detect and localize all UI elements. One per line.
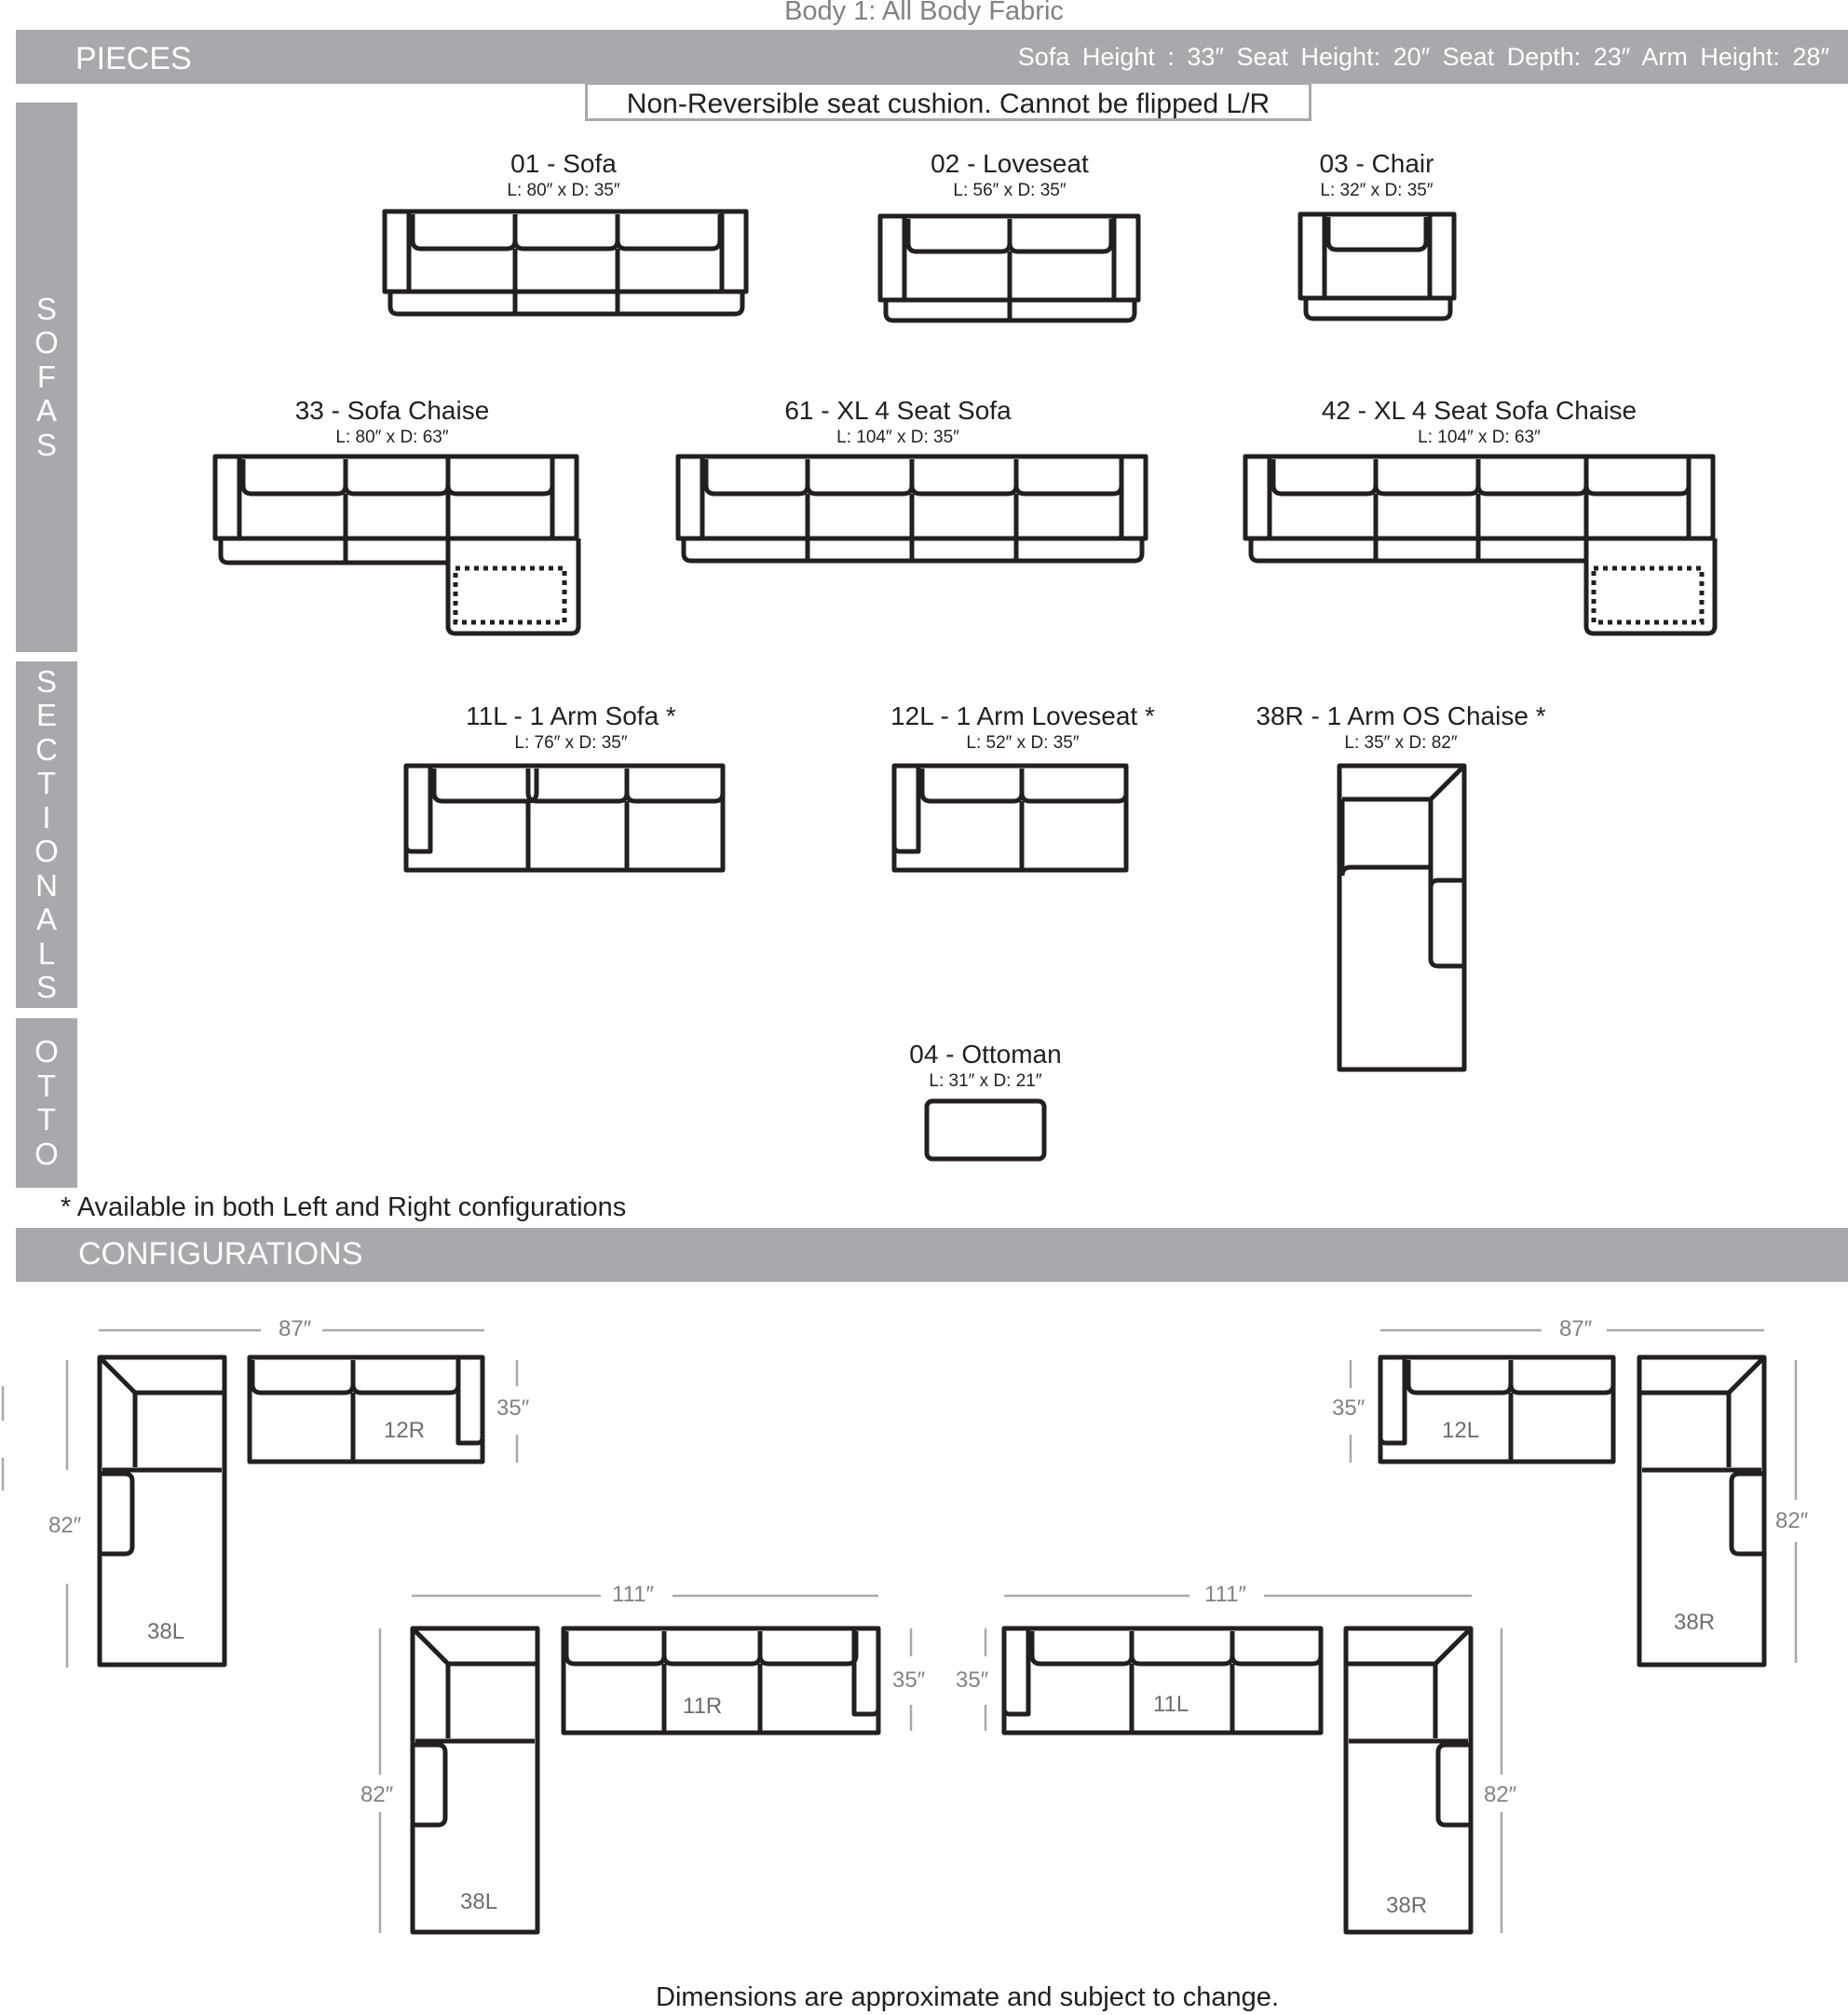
piece-dims-arm-sofa: L: 76″ x D: 35″ [514, 733, 628, 753]
pieces-title: PIECES [75, 41, 192, 76]
config-piece-label: 11L [1153, 1692, 1189, 1717]
config-piece-label: 38R [1674, 1610, 1716, 1635]
piece-title-arm-sofa: 11L - 1 Arm Sofa * [466, 701, 676, 730]
piece-title-ottoman: 04 - Ottoman [909, 1040, 1062, 1069]
config-top-left-length: 82″ [48, 1513, 82, 1538]
availability-note: * Available in both Left and Right configurations [61, 1192, 627, 1222]
sofa-drawing [385, 211, 746, 314]
config-top-right-drawing [1351, 1330, 1796, 1665]
config-top-left-drawing [3, 1330, 517, 1668]
piece-dims-arm-loveseat: L: 52″ x D: 35″ [966, 733, 1080, 753]
config-top-left-width: 87″ [279, 1316, 312, 1341]
config-piece-label: 12R [384, 1418, 426, 1443]
ottoman-drawing [927, 1101, 1044, 1159]
config-piece-label: 12L [1442, 1418, 1480, 1443]
arm-sofa-drawing [406, 766, 723, 870]
piece-dims-xl-sofa-chaise: L: 104″ x D: 63″ [1418, 428, 1541, 447]
side-letter: F [36, 359, 57, 394]
footer-disclaimer: Dimensions are approximate and subject to change. [656, 1982, 1279, 2012]
loveseat-drawing [880, 216, 1138, 320]
side-letter: I [42, 799, 51, 835]
side-letter: A [35, 393, 57, 429]
piece-dims-ottoman: L: 31″ x D: 21″ [929, 1071, 1042, 1091]
side-letter: S [35, 291, 57, 326]
config-bottom-left-depth: 35″ [892, 1668, 926, 1693]
config-piece-label: 38L [460, 1889, 498, 1914]
config-bottom-left-length: 82″ [360, 1782, 394, 1807]
config-piece-label: 11R [683, 1694, 723, 1719]
piece-dims-sofa: L: 80″ x D: 35″ [507, 181, 620, 200]
side-letter: A [35, 902, 57, 936]
side-letter: C [35, 731, 58, 767]
config-bottom-right-depth: 35″ [956, 1668, 989, 1693]
side-letter: L [37, 935, 56, 971]
config-top-left-depth: 35″ [496, 1396, 530, 1421]
config-bottom-left-drawing [380, 1596, 911, 1933]
piece-dims-sofa-chaise: L: 80″ x D: 63″ [335, 428, 449, 447]
header-caption: Body 1: All Body Fabric [784, 0, 1064, 26]
config-top-right-width: 87″ [1559, 1316, 1593, 1341]
piece-title-sofa-chaise: 33 - Sofa Chaise [294, 396, 490, 425]
piece-title-loveseat: 02 - Loveseat [931, 149, 1089, 178]
side-letter: S [35, 427, 57, 462]
arm-loveseat-drawing [894, 766, 1126, 870]
piece-dims-loveseat: L: 56″ x D: 35″ [953, 181, 1067, 200]
cushion-note: Non-Reversible seat cushion. Cannot be flipped L/R [585, 82, 1311, 121]
config-bottom-right-width: 111″ [1204, 1582, 1246, 1607]
piece-dims-arm-chaise: L: 35″ x D: 82″ [1344, 733, 1458, 753]
piece-title-sofa: 01 - Sofa [510, 149, 617, 178]
config-bottom-right-drawing [985, 1596, 1502, 1933]
piece-title-xl-sofa: 61 - XL 4 Seat Sofa [784, 396, 1012, 425]
arm-chaise-drawing [1339, 766, 1464, 1069]
xl-sofa-drawing [678, 456, 1146, 561]
side-letter: T [36, 1102, 57, 1137]
config-bottom-left-width: 111″ [612, 1582, 654, 1607]
side-letter: O [34, 1136, 59, 1171]
config-piece-label: 38R [1386, 1893, 1428, 1918]
piece-dims-chair: L: 32″ x D: 35″ [1320, 181, 1434, 200]
piece-title-chair: 03 - Chair [1319, 149, 1434, 178]
configurations-title: CONFIGURATIONS [78, 1236, 363, 1272]
config-top-right-length: 82″ [1775, 1508, 1809, 1533]
piece-dims-xl-sofa: L: 104″ x D: 35″ [836, 428, 959, 447]
side-letter: T [36, 1068, 57, 1103]
side-letter: O [34, 325, 59, 361]
xl-sofa-chaise-drawing [1245, 456, 1715, 633]
side-letter: T [36, 766, 57, 800]
piece-title-arm-loveseat: 12L - 1 Arm Loveseat * [890, 701, 1155, 730]
side-letter: O [34, 834, 59, 868]
pieces-specs: Sofa Height : 33″ Seat Height: 20″ Seat Depth: 23″ Arm Height: 28″ [1017, 43, 1829, 71]
piece-title-arm-chaise: 38R - 1 Arm OS Chaise * [1256, 701, 1546, 730]
sofa-chaise-drawing [215, 456, 578, 633]
piece-title-xl-sofa-chaise: 42 - XL 4 Seat Sofa Chaise [1321, 396, 1637, 425]
chair-drawing [1300, 214, 1454, 319]
side-letter: S [35, 970, 57, 1004]
side-letter: N [35, 867, 58, 903]
config-bottom-right-length: 82″ [1484, 1782, 1517, 1807]
config-piece-label: 38L [147, 1619, 185, 1644]
side-letter: E [35, 698, 57, 732]
side-letter: O [34, 1034, 59, 1069]
side-letter: S [35, 663, 57, 699]
config-top-right-depth: 35″ [1332, 1396, 1366, 1421]
